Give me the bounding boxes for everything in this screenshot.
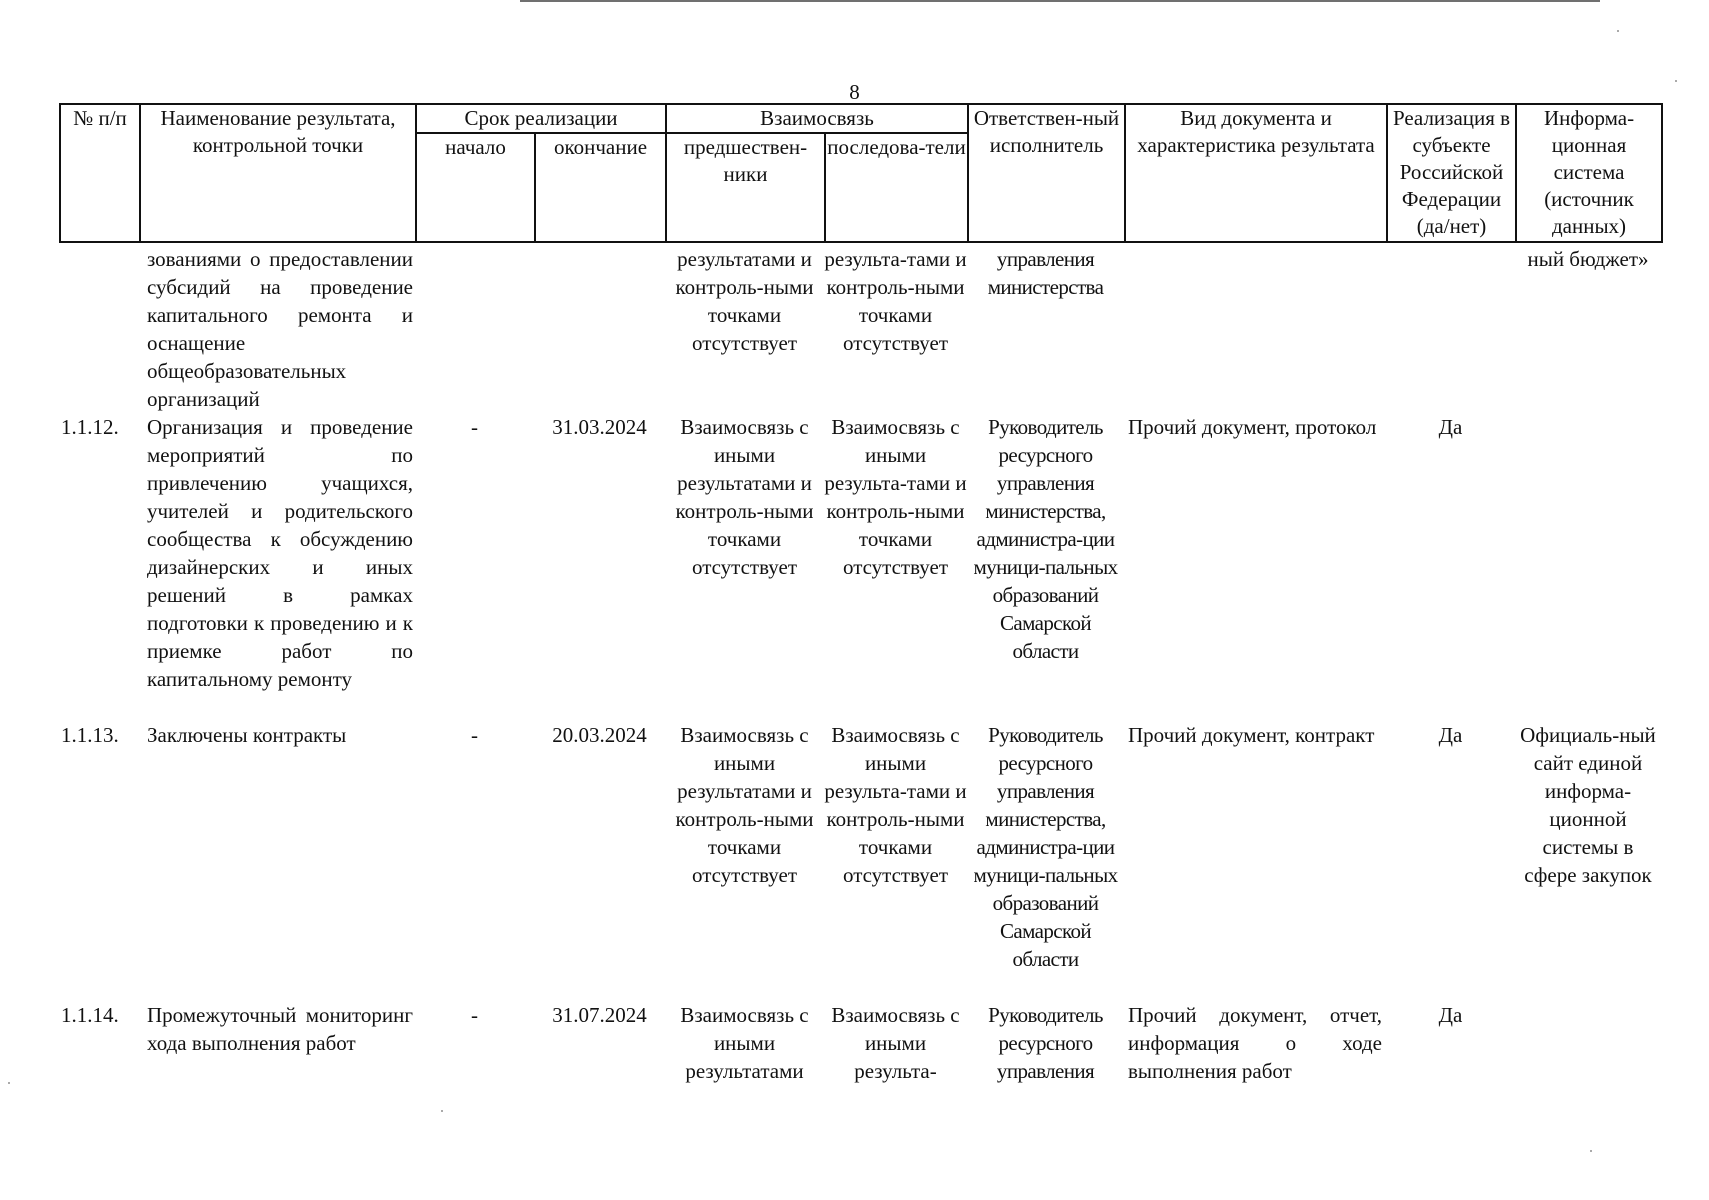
header-region: Реализация в субъекте Российской Федерации (да/нет) [1387, 104, 1516, 242]
header-successors: последова-тели [825, 133, 968, 242]
row-name: Заключены контракты [147, 723, 347, 747]
row-successors: Взаимосвязь с иными результа- [831, 1003, 960, 1083]
row-document: Прочий документ, протокол [1128, 415, 1377, 439]
row-num: 1.1.14. [61, 1003, 119, 1027]
row-info-system [1515, 1001, 1661, 1091]
row-region: Да [1438, 1003, 1463, 1027]
row-predecessors: Взаимосвязь с иными результатами и контроль-ными точками отсутствует [675, 415, 814, 579]
row-predecessors: результатами и контроль-ными точками отсутствует [675, 247, 814, 355]
header-num: № п/п [60, 104, 140, 242]
row-predecessors: Взаимосвязь с иными результатами [680, 1003, 809, 1083]
scan-speck [1675, 80, 1677, 82]
row-predecessors: Взаимосвязь с иными результатами и контроль-ными точками отсутствует [675, 723, 814, 887]
row-end: 31.03.2024 [552, 415, 647, 439]
header-term: Срок реализации [416, 104, 666, 133]
scan-top-rule [520, 0, 1600, 2]
row-end: 31.07.2024 [552, 1003, 647, 1027]
row-document: Прочий документ, отчет, информация о ходе выполнения работ [1128, 1003, 1382, 1083]
row-info-system [1515, 413, 1661, 721]
table-header [59, 103, 1663, 243]
header-document: Вид документа и характеристика результата [1125, 104, 1387, 242]
scan-speck [1590, 1150, 1592, 1152]
row-start: - [471, 415, 478, 439]
row-end [534, 245, 665, 413]
row-info-system: ный бюджет» [1527, 247, 1649, 271]
row-successors: Взаимосвязь с иными результа-тами и контроль-ными точками отсутствует [824, 415, 967, 579]
row-end: 20.03.2024 [552, 723, 647, 747]
row-info-system: Официаль-ный сайт единой информа-ционной системы в сфере закупок [1520, 723, 1656, 887]
row-start: - [471, 1003, 478, 1027]
row-document: Прочий документ, контракт [1128, 723, 1375, 747]
header-end: окончание [535, 133, 666, 242]
row-name: Промежуточный мониторинг хода выполнения работ [147, 1003, 413, 1055]
header-name: Наименование результата, контрольной точки [140, 104, 416, 242]
row-responsible: Руководитель ресурсного управления министерства, администра-ции муници-пальных образований Самарской области [973, 415, 1118, 663]
header-info-system: Информа-ционная система (источник данных) [1516, 104, 1662, 242]
page-number: 8 [849, 80, 860, 104]
row-num [59, 245, 139, 413]
header-start: начало [416, 133, 535, 242]
row-successors: результа-тами и контроль-ными точками отсутствует [824, 247, 967, 355]
table-row [59, 1001, 1661, 1091]
scan-speck [8, 1082, 10, 1084]
table-row [59, 245, 1661, 413]
row-responsible: Руководитель ресурсного управления [988, 1003, 1103, 1083]
row-name: Организация и проведение мероприятий по привлечению учащихся, учителей и родительского сообщества к обсуждению дизайнерских и иных решений в рамках подготовки к проведению и к приемке работ по капитальному ремонту [147, 415, 413, 691]
table-row [59, 721, 1661, 1001]
row-start [415, 245, 534, 413]
row-start: - [471, 723, 478, 747]
row-region: Да [1438, 415, 1463, 439]
header-link: Взаимосвязь [666, 104, 968, 133]
table-row [59, 413, 1661, 721]
header-predecessors: предшествен-ники [666, 133, 825, 242]
row-responsible: управления министерства [987, 247, 1104, 299]
row-region [1386, 245, 1515, 413]
table-body [59, 245, 1661, 1091]
row-document [1124, 245, 1386, 413]
row-successors: Взаимосвязь с иными результа-тами и контроль-ными точками отсутствует [824, 723, 967, 887]
scan-speck [1617, 30, 1619, 32]
row-region: Да [1438, 723, 1463, 747]
row-num: 1.1.13. [61, 723, 119, 747]
scan-speck [441, 1110, 443, 1112]
row-responsible: Руководитель ресурсного управления министерства, администра-ции муници-пальных образований Самарской области [973, 723, 1118, 971]
row-num: 1.1.12. [61, 415, 119, 439]
header-responsible: Ответствен-ный исполнитель [968, 104, 1125, 242]
row-name: зованиями о предоставлении субсидий на проведение капитального ремонта и оснащение общеобразовательных организаций [147, 247, 413, 411]
